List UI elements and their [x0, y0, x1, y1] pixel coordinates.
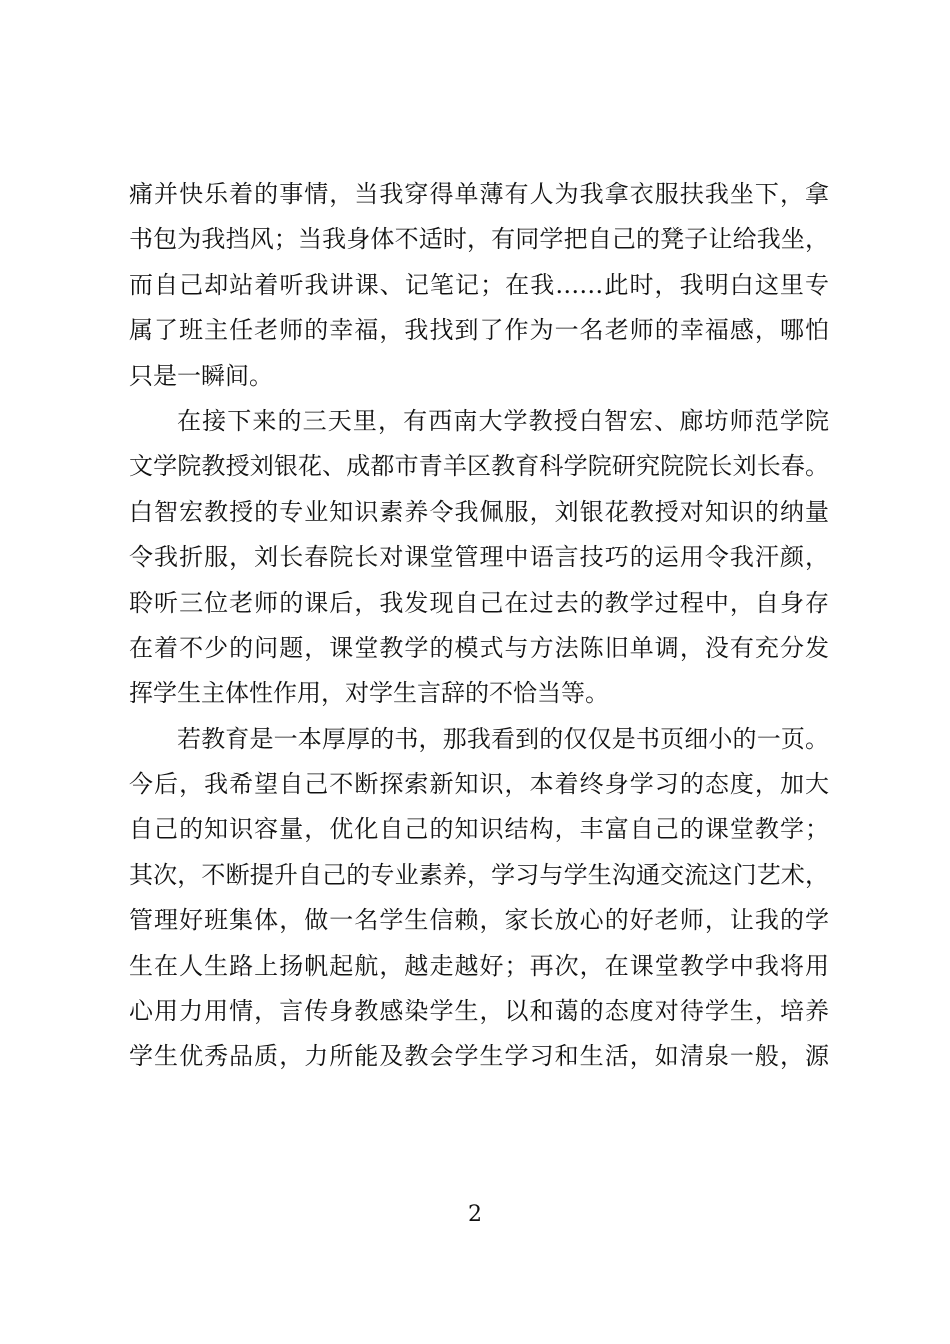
text-line: 其次，不断提升自己的专业素养，学习与学生沟通交流这门艺术，	[129, 860, 829, 889]
text-line: 在着不少的问题，课堂教学的模式与方法陈旧单调，没有充分发	[129, 633, 829, 662]
paragraph-1	[129, 172, 829, 399]
text-line: 只是一瞬间。	[129, 361, 273, 390]
paragraph-2	[129, 399, 829, 717]
page-number: 2	[468, 1202, 482, 1227]
text-line: 自己的知识容量，优化自己的知识结构，丰富自己的课堂教学；	[129, 815, 829, 844]
text-line: 白智宏教授的专业知识素养令我佩服，刘银花教授对知识的纳量	[129, 497, 829, 526]
text-line: 文学院教授刘银花、成都市青羊区教育科学院研究院院长刘长春。	[129, 452, 829, 481]
text-line: 挥学生主体性作用，对学生言辞的不恰当等。	[129, 679, 609, 708]
text-line: 而自己却站着听我讲课、记笔记；在我……此时，我明白这里专	[129, 270, 829, 299]
text-line: 生在人生路上扬帆起航，越走越好；再次，在课堂教学中我将用	[129, 951, 829, 980]
text-line: 若教育是一本厚厚的书，那我看到的仅仅是书页细小的一页。	[177, 724, 829, 753]
text-line: 学生优秀品质，力所能及教会学生学习和生活，如清泉一般，源	[129, 1042, 829, 1071]
body-text	[129, 172, 829, 1080]
text-line: 令我折服，刘长春院长对课堂管理中语言技巧的运用令我汗颜，	[129, 543, 829, 572]
text-line: 在接下来的三天里，有西南大学教授白智宏、廊坊师范学院	[177, 406, 829, 435]
text-line: 痛并快乐着的事情，当我穿得单薄有人为我拿衣服扶我坐下，拿	[129, 180, 829, 208]
text-line: 聆听三位老师的课后，我发现自己在过去的教学过程中，自身存	[129, 588, 829, 617]
text-line: 今后，我希望自己不断探索新知识，本着终身学习的态度，加大	[129, 770, 829, 799]
text-line: 属了班主任老师的幸福，我找到了作为一名老师的幸福感，哪怕	[129, 316, 829, 345]
paragraph-3	[129, 717, 829, 1080]
text-line: 书包为我挡风；当我身体不适时，有同学把自己的凳子让给我坐，	[129, 225, 829, 254]
text-line: 心用力用情，言传身教感染学生，以和蔼的态度对待学生，培养	[129, 997, 829, 1026]
text-line: 管理好班集体，做一名学生信赖，家长放心的好老师，让我的学	[129, 906, 829, 935]
